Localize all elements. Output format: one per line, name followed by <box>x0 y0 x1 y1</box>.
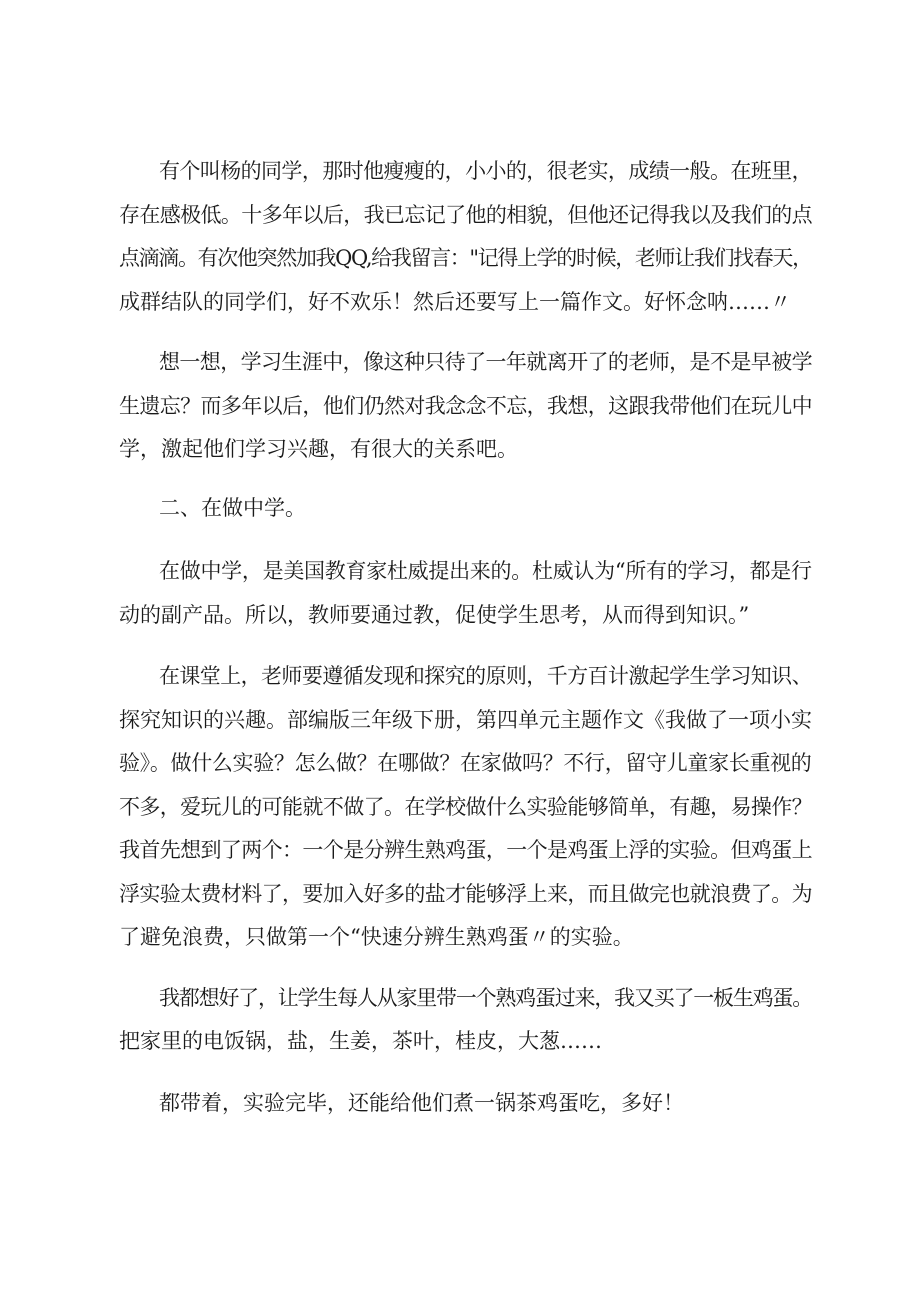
paragraph-1-line-3: 点滴滴。有次他突然加我QQ,给我留言："记得上学的时候，老师让我们找春天， <box>119 246 812 270</box>
paragraph-1-line-2: 存在感极低。十多年以后，我已忘记了他的相貌，但他还记得我以及我们的点 <box>119 203 812 227</box>
paragraph-4-line-1: 在做中学，是美国教育家杜威提出来的。杜威认为“所有的学习，都是行 <box>159 559 812 583</box>
section-heading-line: 二、在做中学。 <box>159 496 306 520</box>
paragraph-7-line-1: 都带着，实验完毕，还能给他们煮一锅茶鸡蛋吃，多好！ <box>159 1091 684 1115</box>
paragraph-2-line-2: 生遗忘？而多年以后，他们仍然对我念念不忘，我想，这跟我带他们在玩儿中 <box>119 394 812 418</box>
paragraph-6-line-1: 我都想好了，让学生每人从家里带一个熟鸡蛋过来，我又买了一板生鸡蛋。 <box>159 986 813 1010</box>
paragraph-6-line-2: 把家里的电饭锅，盐，生姜，茶叶，桂皮，大葱…… <box>119 1029 602 1053</box>
paragraph-5-line-3: 验》。做什么实验？怎么做？在哪做？在家做吗？不行，留守儿童家长重视的 <box>119 751 812 775</box>
paragraph-5-line-6: 浮实验太费材料了，要加入好多的盐才能够浮上来，而且做完也就浪费了。为 <box>119 882 812 906</box>
paragraph-5-line-1: 在课堂上，老师要遵循发现和探究的原则，千方百计激起学生学习知识、 <box>159 664 812 688</box>
paragraph-4-line-2: 动的副产品。所以，教师要通过教，促使学生思考，从而得到知识。” <box>119 603 750 627</box>
paragraph-2-line-3: 学，激起他们学习兴趣，有很大的关系吧。 <box>119 437 518 461</box>
paragraph-5-line-7: 了避免浪费，只做第一个“快速分辨生熟鸡蛋〃的实验。 <box>119 925 634 949</box>
paragraph-1-line-4: 成群结队的同学们，好不欢乐！然后还要写上一篇作文。好怀念呐……〃 <box>119 290 791 314</box>
paragraph-1-line-1: 有个叫杨的同学，那时他瘦瘦的，小小的，很老实，成绩一般。在班里， <box>159 159 812 183</box>
paragraph-5-line-2: 探究知识的兴趣。部编版三年级下册，第四单元主题作文《我做了一项小实 <box>119 708 812 732</box>
paragraph-5-line-5: 我首先想到了两个：一个是分辨生熟鸡蛋，一个是鸡蛋上浮的实验。但鸡蛋上 <box>119 838 812 862</box>
paragraph-2-line-1: 想一想，学习生涯中，像这种只待了一年就离开了的老师，是不是早被学 <box>159 350 812 374</box>
paragraph-5-line-4: 不多，爱玩儿的可能就不做了。在学校做什么实验能够简单，有趣，易操作？ <box>119 795 812 819</box>
